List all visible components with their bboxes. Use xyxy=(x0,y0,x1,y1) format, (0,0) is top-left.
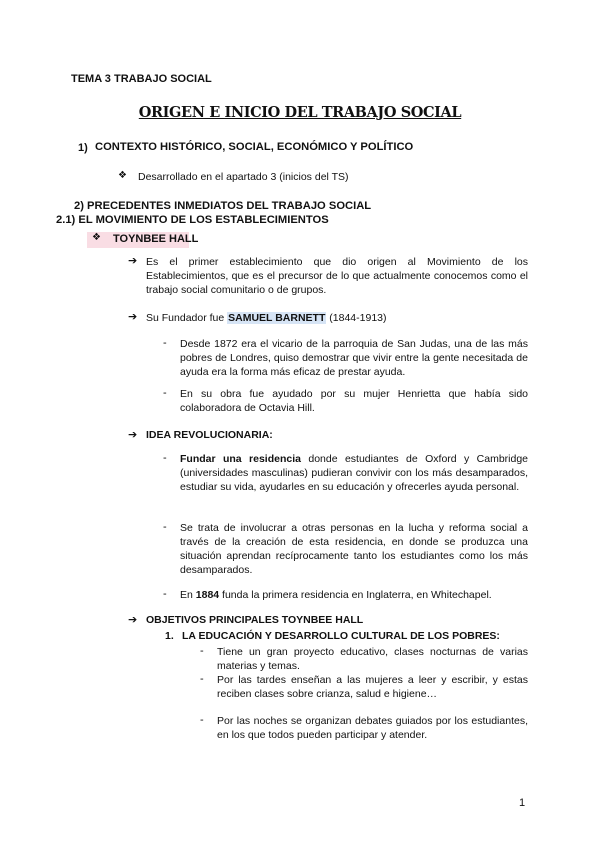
idea-detail-2: Se trata de involucrar a otras personas en la lucha y reforma social a través de la creación de esta residencia, en donde se produzca una situación aprendan recíprocamente tanto los estudiantes como los más desamparados. xyxy=(180,522,528,576)
toynbee-hall-label: TOYNBEE HALL xyxy=(113,233,199,245)
arrow-right-icon: ➔ xyxy=(128,614,138,626)
diamond-bullet-icon: ❖ xyxy=(118,170,127,181)
objetivo-detail-3: Por las noches se organizan debates guiados por los estudiantes, en los que todos pueden participar y atender. xyxy=(217,715,528,741)
section-1-number: 1) xyxy=(78,142,88,154)
tema-label: TEMA 3 TRABAJO SOCIAL xyxy=(71,73,212,85)
dash-bullet: - xyxy=(163,452,167,464)
idea-heading: IDEA REVOLUCIONARIA: xyxy=(146,429,273,441)
page-number: 1 xyxy=(519,797,526,809)
page-title xyxy=(0,104,600,122)
section-2-heading: 2) PRECEDENTES INMEDIATOS DEL TRABAJO SOCIAL xyxy=(74,200,372,212)
founder-detail-1: Desde 1872 era el vicario de la parroquia de San Judas, una de las más pobres de Londres, quiso demostrar que vivir entre la gente necesitada de ayuda era la forma más eficaz de prestar ayuda. xyxy=(180,338,528,378)
idea-detail-1 xyxy=(180,452,528,494)
diamond-bullet-icon: ❖ xyxy=(92,232,101,243)
objetivos-heading: OBJETIVOS PRINCIPALES TOYNBEE HALL xyxy=(146,614,364,626)
idea-detail-3-post: funda la primera residencia en Inglaterra, en Whitechapel. xyxy=(219,589,492,601)
paragraph-first-establishment: Es el primer establecimiento que dio origen al Movimiento de los Establecimientos, que es el precursor de lo que actualmente conocemos como el trabajo social comunitario o de grupos. xyxy=(146,256,528,296)
idea-detail-1-text: donde estudiantes de Oxford y Cambridge (universidades masculinas) pudieran convivir con los más desamparados, estudiar su vida, ayudarles en su educación y ofrecerles ayuda personal. xyxy=(180,453,529,493)
idea-detail-3 xyxy=(180,588,528,602)
idea-detail-1-bold: Fundar una residencia xyxy=(180,453,301,465)
objetivo-item-title: LA EDUCACIÓN Y DESARROLLO CULTURAL DE LOS POBRES: xyxy=(182,630,500,642)
idea-detail-3-year: 1884 xyxy=(195,589,220,601)
arrow-right-icon: ➔ xyxy=(128,429,138,441)
dash-bullet: - xyxy=(200,714,204,726)
dash-bullet: - xyxy=(163,521,167,533)
dash-bullet: - xyxy=(163,337,167,349)
founder-line xyxy=(146,311,387,325)
dash-bullet: - xyxy=(200,645,204,657)
dash-bullet: - xyxy=(200,673,204,685)
page-title-text: ORIGEN E INICIO DEL TRABAJO SOCIAL xyxy=(138,104,462,121)
founder-detail-2: En su obra fue ayudado por su mujer Henrietta que había sido colaboradora de Octavia Hill. xyxy=(180,388,528,414)
objetivo-item-number: 1. xyxy=(165,630,174,642)
arrow-right-icon: ➔ xyxy=(128,311,138,323)
idea-detail-3-pre: En xyxy=(180,589,196,601)
objetivo-detail-1: Tiene un gran proyecto educativo, clases nocturnas de varias materias y temas. xyxy=(217,646,528,672)
founder-prefix: Su Fundador fue xyxy=(146,312,228,324)
dash-bullet: - xyxy=(163,387,167,399)
founder-years: (1844-1913) xyxy=(326,312,387,324)
section-1-heading: CONTEXTO HISTÓRICO, SOCIAL, ECONÓMICO Y POLÍTICO xyxy=(95,141,414,153)
arrow-right-icon: ➔ xyxy=(128,255,138,267)
section-2-1-heading: 2.1) EL MOVIMIENTO DE LOS ESTABLECIMIENTOS xyxy=(56,214,329,226)
section-1-bullet-text: Desarrollado en el apartado 3 (inicios del TS) xyxy=(138,171,349,183)
dash-bullet: - xyxy=(163,588,167,600)
founder-name: SAMUEL BARNETT xyxy=(228,312,326,324)
objetivo-detail-2: Por las tardes enseñan a las mujeres a leer y escribir, y estas reciben clases sobre crianza, salud e higiene… xyxy=(217,674,528,700)
